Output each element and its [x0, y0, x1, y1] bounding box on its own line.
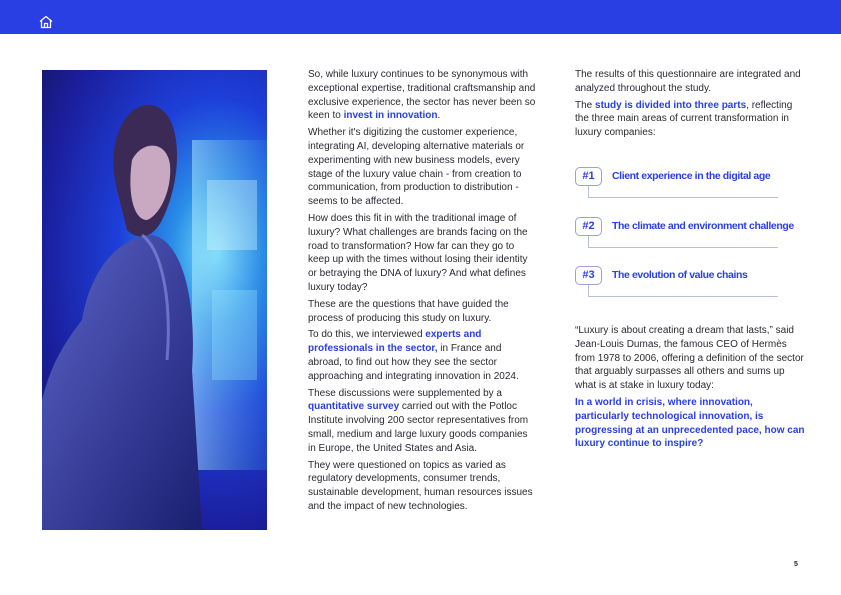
study-part-2[interactable] — [575, 217, 794, 251]
part-title: The evolution of value chains — [612, 269, 748, 281]
quote-block — [575, 324, 807, 454]
highlight-invest-innovation: invest in innovation — [343, 110, 438, 122]
part-number-badge: #2 — [575, 217, 602, 236]
parts-intro-paragraph: The study is divided into three parts, reflecting the three main areas of current transformation in luxury companies: — [575, 99, 793, 139]
dumas-quote: “Luxury is about creating a dream that lasts,” said Jean-Louis Dumas, the famous CEO of Hermès from 1978 to 2006, offering a definition of the sector that arguably surpasses all others and sums up what is at stake in luxury today: — [575, 325, 804, 392]
digitizing-paragraph: Whether it's digitizing the customer experience, integrating AI, developing alternative materials or experimenting with new business models, every stage of the luxury value chain - from creation to communication, from production to distribution - seems to be affected. — [308, 127, 525, 208]
closing-question: In a world in crisis, where innovation, particularly technological innovation, is progressing at an unprecedented pace, how can luxury continue to inspire? — [575, 396, 805, 450]
home-icon[interactable] — [38, 14, 54, 30]
highlight-three-parts: study is divided into three parts — [595, 99, 747, 111]
part-number-badge: #1 — [575, 167, 602, 186]
page-number: 5 — [794, 561, 798, 568]
questions-paragraph: How does this fit in with the traditional image of luxury? What challenges are brands facing on the road to transformation? How far can they go to keep up with the times without losing their identity or betraying the DNA of luxury? And what defines luxury today? — [308, 212, 528, 293]
interviews-paragraph: To do this, we interviewed experts and professionals in the sector, in France and abroad, to find out how they see the sector approaching and integrating innovation in 2024. — [308, 329, 519, 382]
highlight-survey: quantitative survey — [308, 401, 400, 413]
intro-column — [308, 68, 536, 517]
part-number-badge: #3 — [575, 266, 602, 285]
part-title: Client experience in the digital age — [612, 170, 771, 182]
study-column — [575, 68, 807, 143]
woman-screens-photo — [42, 70, 267, 530]
study-part-3[interactable] — [575, 266, 780, 300]
top-banner — [0, 0, 841, 34]
results-paragraph: The results of this questionnaire are integrated and analyzed throughout the study. — [575, 69, 801, 94]
highlight-experts: experts and professionals in the sector, — [308, 329, 482, 355]
intro-paragraph: So, while luxury continues to be synonymous with exceptional expertise, traditional craftsmanship and exclusive experience, the sector has never been so keen to invest in innovation. — [308, 69, 536, 122]
guided-paragraph: These are the questions that have guided the process of producing this study on luxury. — [308, 298, 509, 324]
survey-paragraph: These discussions were supplemented by a quantitative survey carried out with the Potloc Institute involving 200 sector representatives from small, medium and large luxury goods companies in Europe, the United States and Asia. — [308, 387, 529, 454]
part-title: The climate and environment challenge — [612, 220, 794, 232]
study-part-1[interactable] — [575, 167, 780, 201]
topics-paragraph: They were questioned on topics as varied as regulatory developments, consumer trends, sustainable development, human resources issues and the impact of new technologies. — [308, 459, 533, 512]
